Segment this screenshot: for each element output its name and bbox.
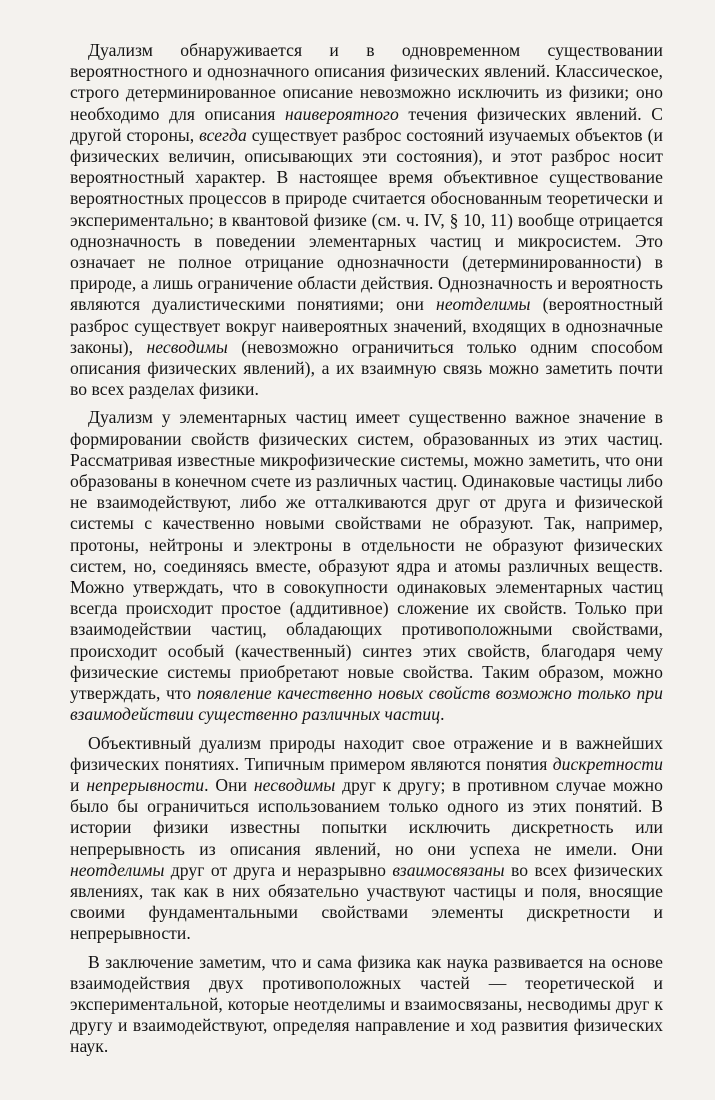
text-run: . Они [204,774,254,795]
text-run: (вероятностный разброс существует вокруг наивероятных значений, входящих в однозначные законы), [70,294,663,357]
text-run: друг от друга и неразрывно [164,859,393,880]
italic-emphasis: появление качественно новых свойств возможно только при взаимодействии существенно различных частиц [70,683,663,725]
italic-emphasis: неотделимы [70,859,165,880]
italic-emphasis: дискретности [552,753,663,774]
text-run: во всех физических явлениях, так как в них обязательно участвуют частицы и поля, вносящие своими фундаментальными свойствами элементы дискретности и непрерывности. [70,859,663,944]
text-body [70,40,663,1058]
text-run: Дуализм у элементарных частиц имеет существенно важное значение в формировании свойств физических систем, образованных из этих частиц. Рассматривая известные микрофизические системы, можно заметить, что они образованы в конечном счете из различных частиц. Одинаковые частицы либо не взаимодействуют, либо же отталкиваются друг от друга и физической системы с качественно новыми свойствами не образуют. Так, например, протоны, нейтроны и электроны в отдельности не образуют физических систем, но, соединяясь вместе, образуют ядра и атомы различных веществ. Можно утверждать, что в совокупности одинаковых элементарных частиц всегда происходит простое (аддитивное) сложение их свойств. Только при взаимодействии частиц, обладающих противоположными свойствами, происходит особый (качественный) синтез этих свойств, благодаря чему физические системы приобретают новые свойства. Таким образом, можно утверждать, что [70,407,663,704]
italic-emphasis: несводимы [146,336,228,357]
text-run: (невозможно ограничиться только одним способом описания физических явлений), а их взаимную связь можно заметить почти во всех разделах физики. [70,336,663,400]
italic-emphasis: наивероятного [284,103,399,124]
paragraph-dualism-determinism [70,40,663,400]
text-run: и [70,774,87,795]
italic-emphasis: всегда [199,124,247,145]
italic-emphasis: непрерывности [86,774,205,795]
paragraph-elementary-particles [70,407,663,725]
paragraph-discreteness-continuity [70,733,663,945]
paragraph-conclusion [70,952,663,1058]
text-run: В заключение заметим, что и сама физика как наука развивается на основе взаимодействия двух противоположных частей — теоретической и экспериментальной, которые неотделимы и взаимосвязаны, несводимы друг к другу и взаимодействуют, определяя направление и ход развития физических наук. [70,951,663,1057]
text-run: существует разброс состояний изучаемых объектов (и физических величин, описывающих эти состояния), и этот разброс носит вероятностный характер. В настоящее время объективное существование вероятностных процессов в природе считается обоснованным теоретически и экспериментально; в квантовой физике (см. ч. IV, § 10, 11) вообще отрицается однозначность в поведении элементарных частиц и микросистем. Это означает не полное отрицание однозначности (детерминированности) в природе, а лишь ограничение области действия. Однозначность и вероятность являются дуалистическими понятиями; они [70,124,663,315]
text-run: течения физических явлений. С другой стороны, [70,103,663,145]
italic-emphasis: несводимы [253,774,336,795]
text-run: Дуализм обнаруживается и в одновременном существовании вероятностного и однозначного описания физических явлений. Классическое, строго детерминированное описание невозможно исключить из физики; оно необходимо для описания [70,40,663,124]
italic-emphasis: неотделимы [436,294,531,315]
text-run: Объективный дуализм природы находит свое отражение и в важнейших физических понятиях. Типичным примером являются понятия [70,732,663,774]
italic-emphasis: взаимосвязаны [392,859,505,880]
text-run: . [440,704,445,725]
text-run: друг к другу; в противном случае можно было бы ограничиться использованием только одного из этих понятий. В истории физики известны попытки исключить дискретность или непрерывность из описания явлений, но они успеха не имели. Они [70,774,663,859]
